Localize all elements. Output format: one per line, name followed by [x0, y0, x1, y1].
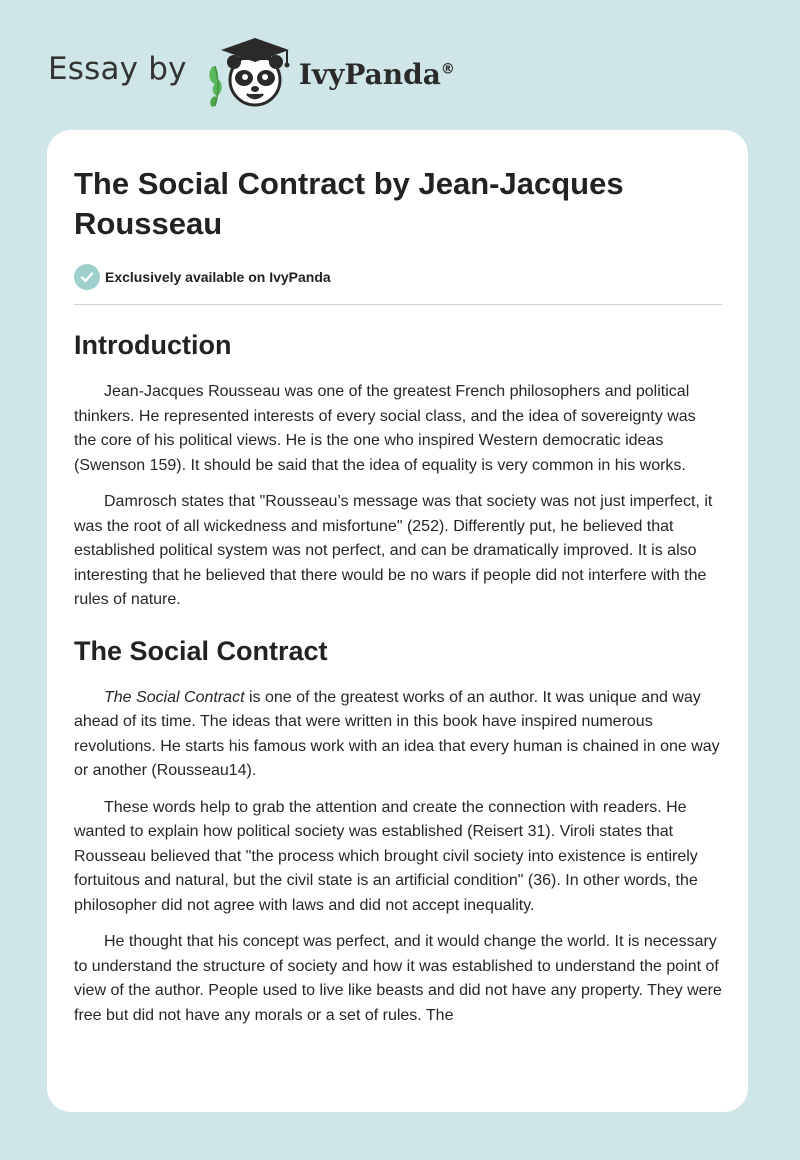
exclusive-badge [74, 262, 722, 292]
panda-logo-icon [203, 36, 295, 108]
divider [74, 304, 722, 305]
section-heading: The Social Contract [74, 635, 328, 666]
checkmark-icon [74, 264, 100, 290]
exclusive-badge-text: Exclusively available on IvyPanda [105, 269, 331, 285]
essay-title: The Social Contract by Jean-Jacques Rousseau [74, 166, 624, 241]
essay-by-label: Essay by [48, 51, 187, 87]
paragraph: Damrosch states that "Rousseau’s message was that society was not just imperfect, it was the root of all wickedness and misfortune" (252). Differently put, he believed that established political system was not perfect, and can be dramatically improved. It is also interesting that he believed that there would be no wars if people did not interfere with the rules of nature. [74, 493, 713, 608]
paragraph: These words help to grab the attention and create the connection with readers. He wanted to explain how political society was established (Reisert 31). Viroli states that Rousseau believed that "the process which brought civil society into existence is entirely fortuitous and natural, but the civil state is an artificial condition" (36). In other words, the philosopher did not agree with laws and did not accept inequality. [74, 798, 698, 914]
paragraph: He thought that his concept was perfect, and it would change the world. It is necessary to understand the structure of society and how it was established to understand the point of view of the author. People used to live like beasts and did not have any property. They were free but did not have any morals or a set of rules. The [74, 933, 722, 1024]
paragraph: The Social Contract is one of the greatest works of an author. It was unique and way ahead of its time. The ideas that were written in this book have inspired numerous revolutions. He starts his famous work with an idea that every human is chained in one way or another (Rousseau14). [74, 688, 720, 779]
essay-card [47, 130, 748, 1112]
site-logo[interactable] [48, 34, 455, 110]
paragraph: Jean-Jacques Rousseau was one of the greatest French philosophers and political thinkers. He represented interests of every social class, and the idea of sovereignty was the core of his political views. He is the one who inspired Western democratic ideas (Swenson 159). It should be said that the idea of equality is very common in his works. [74, 383, 696, 474]
book-title: The Social Contract [104, 688, 245, 706]
section-heading: Introduction [74, 330, 232, 360]
brand-name: IvyPanda® [298, 57, 455, 91]
